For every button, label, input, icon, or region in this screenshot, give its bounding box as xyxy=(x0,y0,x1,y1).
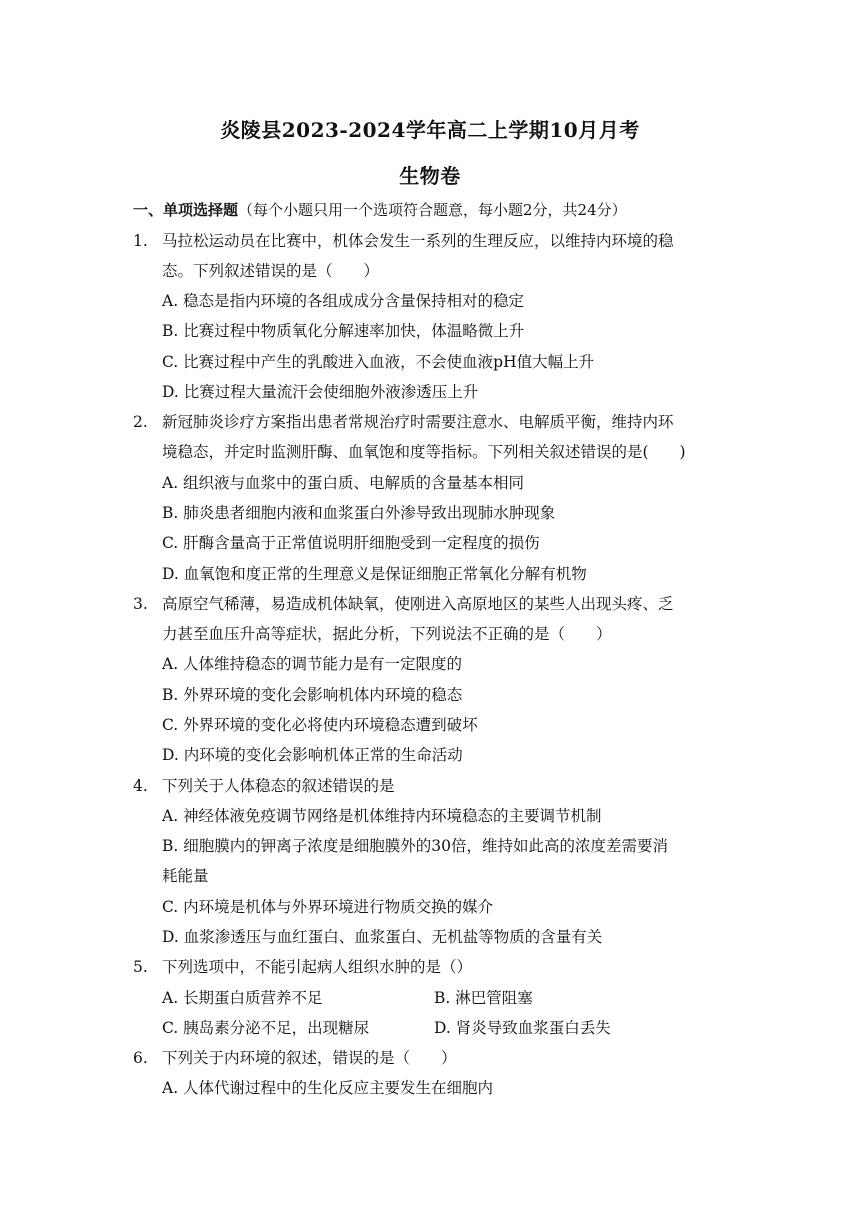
option-c: C. 胰岛素分泌不足，出现糖尿 xyxy=(162,1019,370,1037)
exam-subtitle: 生物卷 xyxy=(399,164,461,188)
option-a: A. 组织液与血浆中的蛋白质、电解质的含量基本相同 xyxy=(162,474,525,492)
option-b: B. 淋巴管阻塞 xyxy=(434,989,533,1007)
option-c: C. 外界环境的变化必将使内环境稳态遭到破坏 xyxy=(162,716,478,734)
option-d: D. 血浆渗透压与血红蛋白、血浆蛋白、无机盐等物质的含量有关 xyxy=(162,928,603,946)
question-text: 境稳态，并定时监测肝酶、血氧饱和度等指标。下列相关叙述错误的是( ) xyxy=(162,443,686,461)
question-text: 下列关于人体稳态的叙述错误的是 xyxy=(162,777,395,795)
exam-title: 炎陵县2023-2024学年高二上学期10月月考 xyxy=(220,118,640,142)
question-number: 5. xyxy=(133,958,148,976)
option-d: D. 血氧饱和度正常的生理意义是保证细胞正常氧化分解有机物 xyxy=(162,565,587,583)
question-text: 下列关于内环境的叙述，错误的是（ ） xyxy=(162,1049,457,1067)
question-text: 新冠肺炎诊疗方案指出患者常规治疗时需要注意水、电解质平衡，维持内环 xyxy=(162,413,674,431)
option-c: C. 比赛过程中产生的乳酸进入血液，不会使血液pH值大幅上升 xyxy=(162,353,595,371)
section-heading xyxy=(133,199,627,220)
option-d: D. 比赛过程大量流汗会使细胞外液渗透压上升 xyxy=(162,383,479,401)
question-number: 3. xyxy=(133,595,148,613)
option-b: B. 比赛过程中物质氧化分解速率加快，体温略微上升 xyxy=(162,322,525,340)
question-number: 2. xyxy=(133,413,148,431)
option-b: B. 外界环境的变化会影响机体内环境的稳态 xyxy=(162,686,463,704)
question-text: 态。下列叙述错误的是（ ） xyxy=(162,262,380,280)
option-b-continued: 耗能量 xyxy=(162,867,209,885)
question-text: 高原空气稀薄，易造成机体缺氧，使刚进入高原地区的某些人出现头疼、乏 xyxy=(162,595,674,613)
option-b: B. 细胞膜内的钾离子浓度是细胞膜外的30倍，维持如此高的浓度差需要消 xyxy=(162,837,668,855)
question-text: 下列选项中，不能引起病人组织水肿的是（） xyxy=(162,958,473,976)
option-a: A. 稳态是指内环境的各组成成分含量保持相对的稳定 xyxy=(162,292,525,310)
question-number: 4. xyxy=(133,777,148,795)
option-c: C. 内环境是机体与外界环境进行物质交换的媒介 xyxy=(162,898,494,916)
option-a: A. 人体代谢过程中的生化反应主要发生在细胞内 xyxy=(162,1079,494,1097)
option-b: B. 肺炎患者细胞内液和血浆蛋白外渗导致出现肺水肿现象 xyxy=(162,504,556,522)
question-number: 1. xyxy=(133,232,148,250)
option-a: A. 人体维持稳态的调节能力是有一定限度的 xyxy=(162,655,463,673)
question-text: 力甚至血压升高等症状，据此分析，下列说法不正确的是（ ） xyxy=(162,625,612,643)
section-label: 一、单项选择题 xyxy=(133,201,239,219)
option-a: A. 长期蛋白质营养不足 xyxy=(162,989,323,1007)
question-text: 马拉松运动员在比赛中，机体会发生一系列的生理反应，以维持内环境的稳 xyxy=(162,232,674,250)
question-number: 6. xyxy=(133,1049,148,1067)
option-d: D. 内环境的变化会影响机体正常的生命活动 xyxy=(162,746,463,764)
option-d: D. 肾炎导致血浆蛋白丢失 xyxy=(434,1019,611,1037)
section-note: （每个小题只用一个选项符合题意，每小题2分，共24分） xyxy=(238,201,627,219)
option-c: C. 肝酶含量高于正常值说明肝细胞受到一定程度的损伤 xyxy=(162,534,540,552)
option-a: A. 神经体液免疫调节网络是机体维持内环境稳态的主要调节机制 xyxy=(162,807,602,825)
